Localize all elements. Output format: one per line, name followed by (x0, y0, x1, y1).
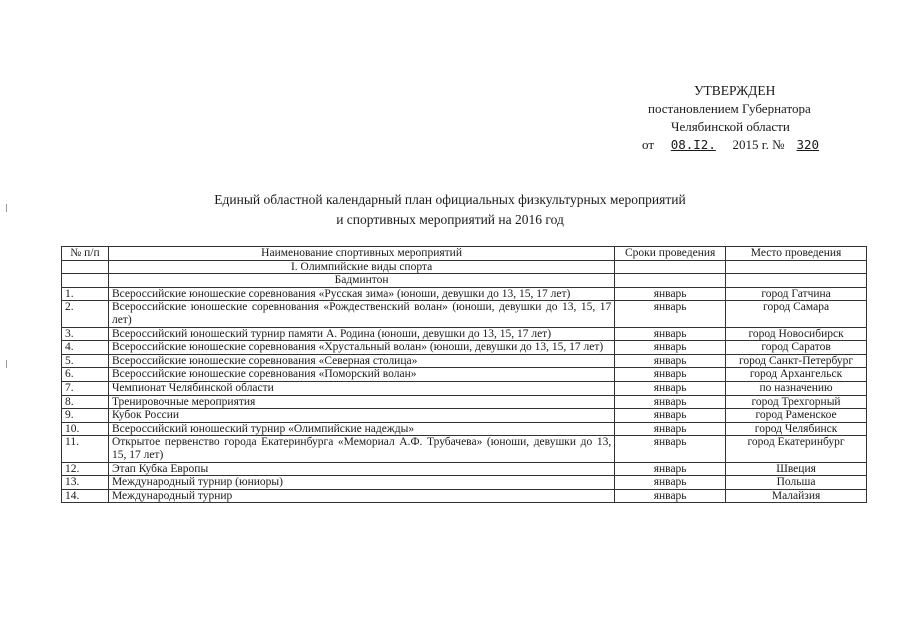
approval-date: 08.I2. (670, 137, 716, 152)
sport-row (62, 274, 867, 288)
header-num: № п/п (62, 247, 109, 261)
row-num: 7. (62, 381, 109, 395)
row-name: Всероссийские юношеские соревнования «Северная столица» (108, 354, 614, 368)
row-place: город Челябинск (726, 422, 867, 436)
row-name: Международный турнир (юниоры) (108, 476, 614, 490)
row-name: Всероссийский юношеский турнир памяти А. Родина (юноши, девушки до 13, 15, 17 лет) (108, 327, 614, 341)
row-name: Всероссийский юношеский турнир «Олимпийские надежды» (108, 422, 614, 436)
row-num: 6. (62, 368, 109, 382)
row-num: 14. (62, 489, 109, 503)
row-name: Всероссийские юношеские соревнования «Рождественский волан» (юноши, девушки до 13, 15, 17 лет) (108, 301, 614, 327)
row-date: январь (615, 476, 726, 490)
row-name: Этап Кубка Европы (108, 462, 614, 476)
events-table (61, 246, 867, 503)
row-num: 10. (62, 422, 109, 436)
row-date: январь (615, 409, 726, 423)
row-place: город Санкт-Петербург (726, 354, 867, 368)
table-row (62, 381, 867, 395)
table-row (62, 422, 867, 436)
row-name: Тренировочные мероприятия (108, 395, 614, 409)
table-row (62, 489, 867, 503)
row-place: город Новосибирск (726, 327, 867, 341)
row-place: по назначению (726, 381, 867, 395)
row-date: январь (615, 327, 726, 341)
row-place: город Раменское (726, 409, 867, 423)
row-num: 11. (62, 436, 109, 462)
approval-year: 2015 г. № (732, 137, 785, 152)
table-row (62, 409, 867, 423)
row-name: Открытое первенство города Екатеринбурга «Мемориал А.Ф. Трубачева» (юноши, девушки до 13, 15, 17 лет) (108, 436, 614, 462)
row-num: 4. (62, 341, 109, 355)
row-num: 5. (62, 354, 109, 368)
row-place: Швеция (726, 462, 867, 476)
row-num: 8. (62, 395, 109, 409)
approval-line-resolution: постановлением Губернатора (648, 101, 811, 116)
row-name: Всероссийские юношеские соревнования «Хрустальный волан» (юноши, девушки до 13, 15, 17 лет) (108, 341, 614, 355)
row-place: город Гатчина (726, 287, 867, 301)
table-row (62, 368, 867, 382)
document-title (150, 190, 750, 230)
row-date: январь (615, 368, 726, 382)
approval-line-region: Челябинской области (671, 119, 790, 134)
row-place: город Саратов (726, 341, 867, 355)
row-place: город Екатеринбург (726, 436, 867, 462)
table-row (62, 301, 867, 327)
row-date: январь (615, 395, 726, 409)
row-date: январь (615, 489, 726, 503)
title-line-2: и спортивных мероприятий на 2016 год (336, 212, 564, 227)
row-date: январь (615, 287, 726, 301)
title-line-1: Единый областной календарный план официальных физкультурных мероприятий (214, 192, 686, 207)
table-header-row (62, 247, 867, 261)
row-name: Всероссийские юношеские соревнования «Русская зима» (юноши, девушки до 13, 15, 17 лет) (108, 287, 614, 301)
approval-stamp (600, 82, 900, 154)
row-date: январь (615, 381, 726, 395)
row-name: Международный турнир (108, 489, 614, 503)
table-row (62, 341, 867, 355)
approval-heading: УТВЕРЖДЕН (694, 83, 776, 98)
row-num: 3. (62, 327, 109, 341)
approval-date-line (600, 136, 900, 154)
scan-mark (6, 204, 7, 212)
row-date: январь (615, 422, 726, 436)
sport-title: Бадминтон (108, 274, 614, 288)
header-dates: Сроки проведения (615, 247, 726, 261)
approval-number: 320 (796, 137, 820, 152)
row-place: город Самара (726, 301, 867, 327)
row-num: 1. (62, 287, 109, 301)
row-date: январь (615, 341, 726, 355)
table-row (62, 476, 867, 490)
row-name: Чемпионат Челябинской области (108, 381, 614, 395)
row-num: 12. (62, 462, 109, 476)
date-prefix: от (642, 137, 655, 152)
row-date: январь (615, 436, 726, 462)
section-row (62, 260, 867, 274)
row-place: Малайзия (726, 489, 867, 503)
table-row (62, 354, 867, 368)
row-date: январь (615, 462, 726, 476)
row-date: январь (615, 354, 726, 368)
table-row (62, 436, 867, 462)
table-row (62, 327, 867, 341)
row-date: январь (615, 301, 726, 327)
table-row (62, 287, 867, 301)
table-row (62, 462, 867, 476)
row-place: город Архангельск (726, 368, 867, 382)
row-name: Всероссийские юношеские соревнования «Поморский волан» (108, 368, 614, 382)
header-name: Наименование спортивных мероприятий (108, 247, 614, 261)
scan-mark (6, 360, 7, 368)
row-place: Польша (726, 476, 867, 490)
header-place: Место проведения (726, 247, 867, 261)
section-title: I. Олимпийские виды спорта (108, 260, 614, 274)
row-num: 13. (62, 476, 109, 490)
table-row (62, 395, 867, 409)
row-name: Кубок России (108, 409, 614, 423)
row-place: город Трехгорный (726, 395, 867, 409)
row-num: 9. (62, 409, 109, 423)
row-num: 2. (62, 301, 109, 327)
